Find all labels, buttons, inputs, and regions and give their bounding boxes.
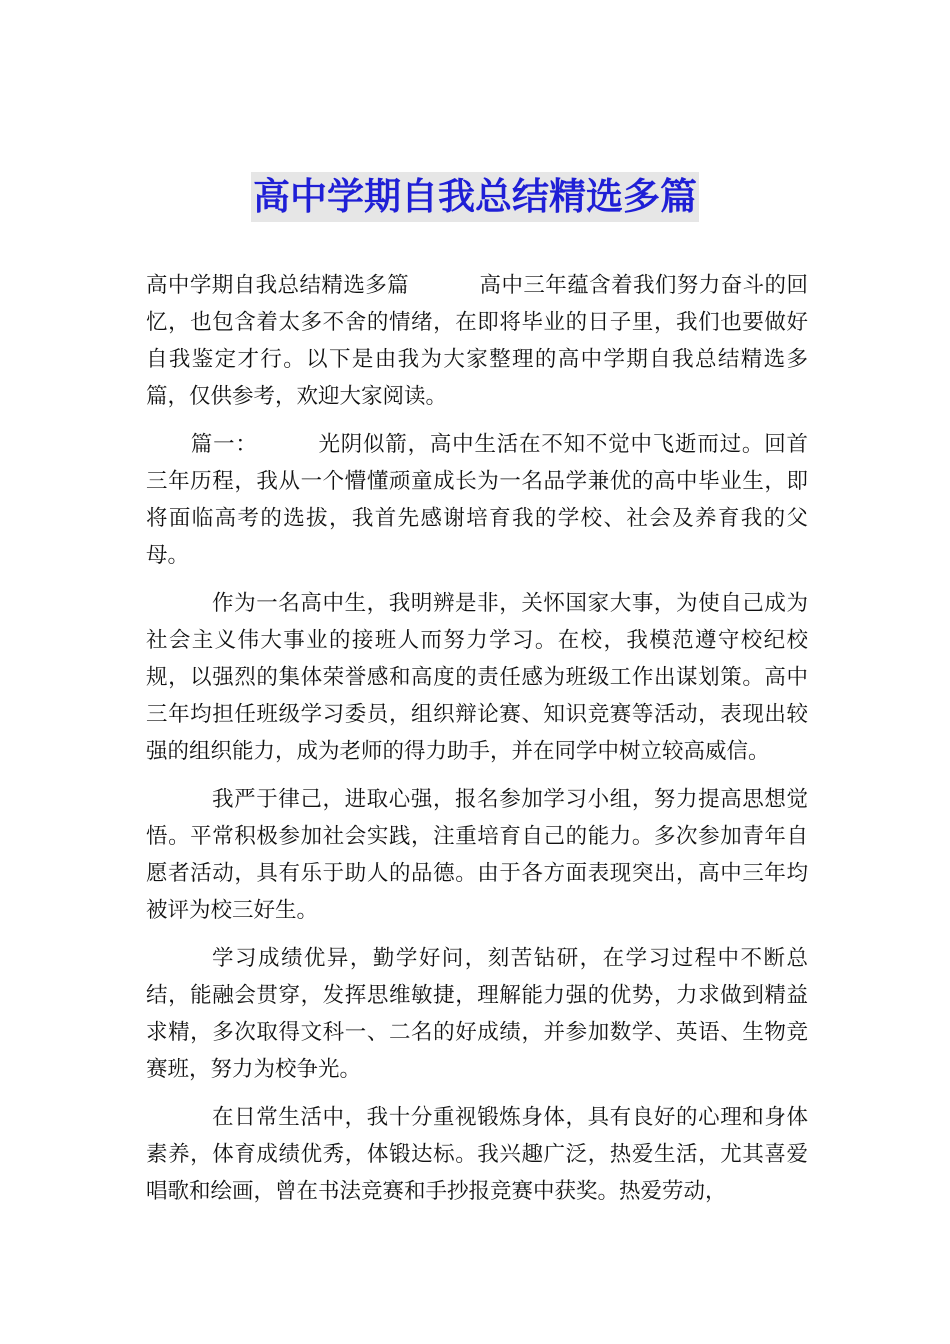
intro-paragraph: [146, 267, 808, 415]
document-title: 高中学期自我总结精选多篇: [251, 172, 699, 222]
body-paragraph-2: 我严于律己，进取心强，报名参加学习小组，努力提高思想觉悟。平常积极参加社会实践，注重培育自己的能力。多次参加青年自愿者活动，具有乐于助人的品德。由于各方面表现突出，高中三年均被评为校三好生。: [146, 787, 808, 923]
section-one-label: 篇一：: [190, 432, 258, 457]
body-paragraph-3: 学习成绩优异，勤学好问，刻苦钻研，在学习过程中不断总结，能融会贯穿，发挥思维敏捷，理解能力强的优势，力求做到精益求精，多次取得文科一、二名的好成绩，并参加数学、英语、生物竞赛班，努力为校争光。: [146, 946, 808, 1082]
title-area: [0, 172, 950, 222]
document-body: [146, 267, 808, 1210]
section-one-paragraph: [146, 426, 808, 574]
intro-text: 高中三年蕴含着我们努力奋斗的回忆，也包含着太多不舍的情绪，在即将毕业的日子里，我们也要做好自我鉴定才行。以下是由我为大家整理的高中学期自我总结精选多篇，仅供参考，欢迎大家阅读。: [146, 273, 808, 409]
intro-lead: 高中学期自我总结精选多篇: [146, 273, 410, 298]
body-paragraph-4: 在日常生活中，我十分重视锻炼身体，具有良好的心理和身体素养，体育成绩优秀，体锻达标。我兴趣广泛，热爱生活，尤其喜爱唱歌和绘画，曾在书法竞赛和手抄报竞赛中获奖。热爱劳动，: [146, 1105, 808, 1204]
section-one-text: 光阴似箭，高中生活在不知不觉中飞逝而过。回首三年历程，我从一个懵懂顽童成长为一名品学兼优的高中毕业生，即将面临高考的选拔，我首先感谢培育我的学校、社会及养育我的父母。: [146, 432, 808, 568]
body-paragraph-1: 作为一名高中生，我明辨是非，关怀国家大事，为使自己成为社会主义伟大事业的接班人而努力学习。在校，我模范遵守校纪校规，以强烈的集体荣誉感和高度的责任感为班级工作出谋划策。高中三年均担任班级学习委员，组织辩论赛、知识竞赛等活动，表现出较强的组织能力，成为老师的得力助手，并在同学中树立较高威信。: [146, 591, 808, 764]
